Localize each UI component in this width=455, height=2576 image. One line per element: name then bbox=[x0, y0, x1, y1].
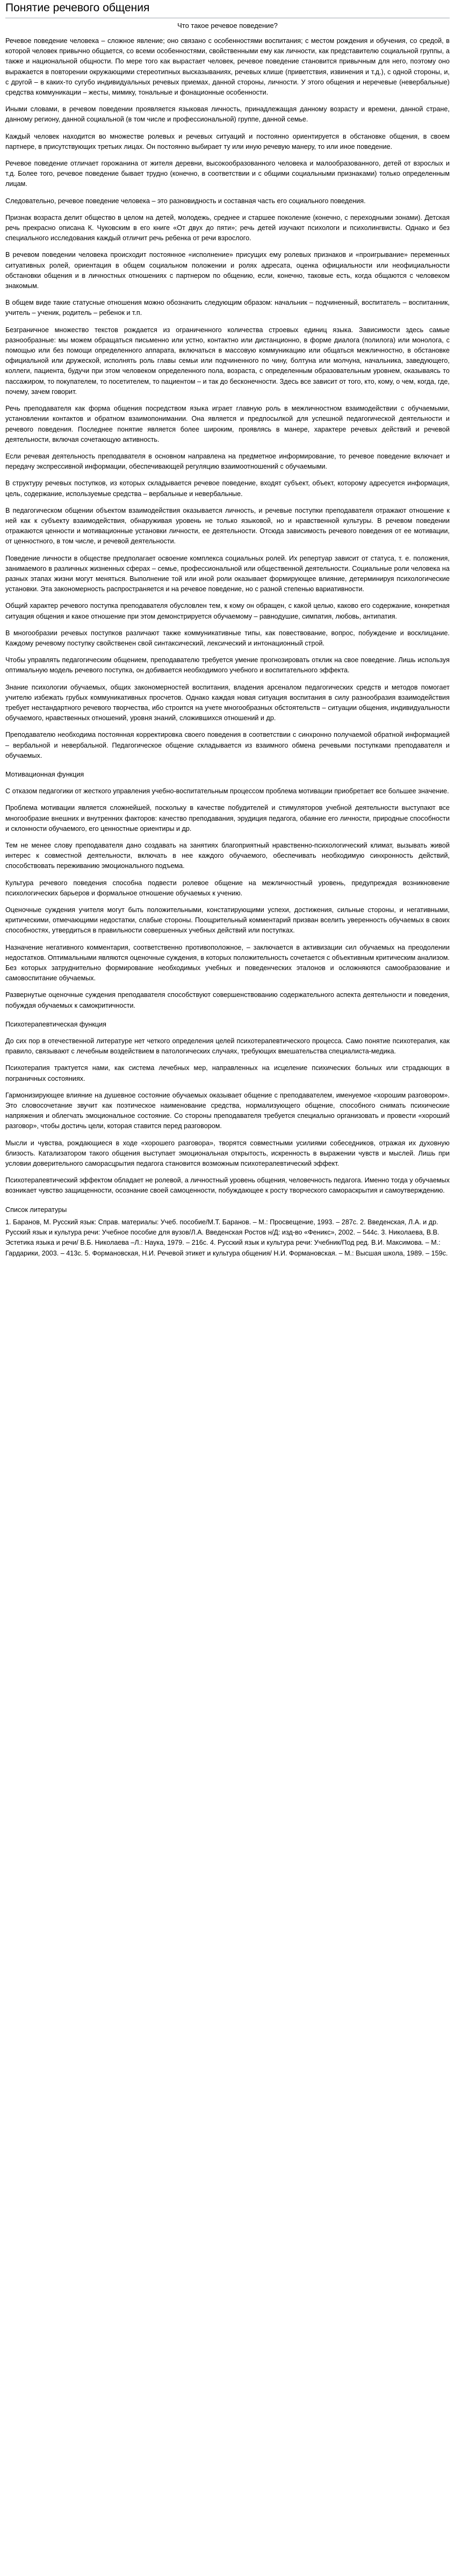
body-paragraph: До сих пор в отечественной литературе нет четкого определения целей психотерапевтического процесса. Само понятие психотерапия, как правило, связывают с лечебным воздействием в патологических случаях, требующих вмешательства специалиста-медика. bbox=[5, 1037, 450, 1056]
body-paragraph: Общий характер речевого поступка преподавателя обусловлен тем, к кому он обращен, с какой целью, каково его содержание, конкретная ситуация общения и какое отношение при этом демонстрируется обучаемому – равнодушие, симпатия, любовь, антипатия. bbox=[5, 602, 450, 620]
body-paragraph: Проблема мотивации является сложнейшей, поскольку в качестве побудителей и стимуляторов учебной деятельности выступают все многообразие внешних и внутренних факторов: качество преподавания, эрудиция педагога, обаяние его личности, природные способности и склонности обучаемого, его ценностные ориентиры и др. bbox=[5, 804, 450, 833]
body-paragraph: С отказом педагогики от жесткого управления учебно-воспитательным процессом проблема мотивации приобретает все большее значение. bbox=[5, 787, 449, 795]
body-paragraph: Знание психологии обучаемых, общих закономерностей воспитания, владения арсеналом педагогических средств и методов помогает учителю избежать грубых коммуникативных просчетов. Однако каждая новая ситуация воспитания в силу разнообразия взаимодействия требует нестандартного речевого творчества, ибо строится на учете многообразных обстоятельств – ситуации общения, индивидуальности обучаемого, нравственных отношений, уровня знаний, сложившихся отношений и др. bbox=[5, 683, 450, 722]
body-paragraph: Речь преподавателя как форма общения посредством языка играет главную роль в межличностном взаимодействии с обучаемыми, установлении контактов и обратном взаимопонимании. Она является и предпосылкой для успешной педагогической деятельности и речевого поведения. Последнее понятие является более широким, проявлясь в манере, характере речевых действий и речевой деятельности, включая сочетающую активность. bbox=[5, 405, 450, 443]
body-paragraph: Каждый человек находится во множестве ролевых и речевых ситуаций и постоянно ориентируется в обстановке общения, в своем партнере, в присутствующих третьих лицах. Он постоянно выбирает ту или иную речевую манеру, то или иное поведение. bbox=[5, 132, 450, 150]
body-paragraph: В структуру речевых поступков, из которых складывается речевое поведение, входят субъект, объект, которому адресуется информация, цель, содержание, используемые средства – вербальные и невербальные. bbox=[5, 479, 450, 498]
body-paragraph: В педагогическом общении объектом взаимодействия оказывается личность, и речевые поступки преподавателя отражают отношение к ней как к субъекту взаимодействия, обнаруживая уровень не только языковой, но и нравственной культуры. В речевом поведении отражаются ценности и мотивационные установки личности, ее деятельности. Отсюда зависимость речевого поведения от ее мотивации, от ценностного, в том числе, и речевой деятельности. bbox=[5, 506, 450, 546]
body-paragraph: Иными словами, в речевом поведении проявляется языковая личность, принадлежащая данному возрасту и времени, данной стране, данному региону, данной социальной (в том числе и профессиональной) группе, данной семье. bbox=[5, 105, 450, 124]
body-paragraph: Оценочные суждения учителя могут быть положительными, констатирующими успехи, достижения, сильные стороны, и негативными, критическими, отмечающими недостатки, слабые стороны. Поощрительный комментарий призван вселить уверенность обучаемых в своих способностях, утвердиться в правильности совершенных учебных действий или поступках. bbox=[5, 906, 450, 935]
body-paragraph: Мысли и чувства, рождающиеся в ходе «хорошего разговора», творятся совместными усилиями собеседников, отражая их духовную близость. Катализатором такого общения выступает эмоциональная открытость, искренность в выражении чувств и мыслей. Лишь при условии доверительного саморасцрытия педагога становится возможным психотерапевтический эффект. bbox=[5, 1139, 450, 1168]
body-paragraph: Если речевая деятельность преподавателя в основном направлена на предметное информирование, то речевое поведение включает и передачу экспрессивной информации, обеспечивающей регуляцию взаимоотношений с обучаемыми. bbox=[5, 452, 450, 471]
document-page bbox=[0, 0, 455, 1272]
body-paragraph: Культура речевого поведения способна подвести ролевое общение на межличностный уровень, предупреждая возникновение психологических барьеров и формальное отношение обучаемых к учению. bbox=[5, 879, 450, 897]
body-paragraph: Следовательно, речевое поведение человека – это разновидность и составная часть его социального поведения. bbox=[5, 197, 366, 205]
section-heading-motivation: Мотивационная функция bbox=[5, 770, 84, 778]
body-paragraph: Развернутые оценочные суждения преподавателя способствуют совершенствованию содержательного аспекта деятельности и поведения, побуждая обучаемых к самокритичности. bbox=[5, 991, 450, 1009]
body-paragraph: В общем виде такие статусные отношения можно обозначить следующим образом: начальник – подчиненный, воспитатель – воспитанник, учитель – ученик, родитель – ребенок и т.п. bbox=[5, 299, 450, 317]
body-paragraph: Назначение негативного комментария, соответственно противоположное, – заключается в активизации сил обучаемых на преодолении недостатков. Оптимальными являются оценочные суждения, в которых положительность сочетается с объективным критическим анализом. Без которых затруднительно формирование необходимых учебных и поведенческих эталонов и осложняются самообразование и самовоспитание обучаемых. bbox=[5, 943, 450, 982]
body-paragraph: Признак возраста делит общество в целом на детей, молодежь, среднее и старшее поколение (конечно, с переходными зонами). Детская речь прекрасно описана К. Чуковским в его книге «От двух до пяти»; речь детей изучают психологи и психолингвисты. Однако и без специального исследования каждый отличит речь ребенка от речи взрослого. bbox=[5, 213, 450, 242]
body-paragraph: Психотерапия трактуется нами, как система лечебных мер, направленных на исцеление психических больных или страдающих в пограничных состояниях. bbox=[5, 1064, 450, 1082]
page-subtitle: Что такое речевое поведение? bbox=[177, 21, 278, 30]
body-paragraph: Поведение личности в обществе предполагает освоение комплекса социальных ролей. Их репертуар зависит от статуса, т. е. положения, занимаемого в различных жизненных сферах – семье, профессиональной или общественной деятельности. Социальные роли человека на разных этапах жизни могут меняться. Выполнение той или иной роли оказывает формирующее влияние, детерминируя психологические установки. Эта закономерность распространяется и на речевое поведение, но с разной степенью вариативности. bbox=[5, 554, 450, 593]
body-paragraph: Речевое поведение отличает горожанина от жителя деревни, высокообразованного человека и малообразованного, детей от взрослых и т.д. Более того, речевое поведение бывает трудно (конечно, в соответствии и с общими социальными признаками) только определенным лицам. bbox=[5, 160, 450, 188]
body-paragraph: Речевое поведение человека – сложное явление; оно связано с особенностями воспитания; с местом рождения и обучения, со средой, в которой человек привычно общается, со всеми особенностями, свойственными ему как личности, как представителю социальной группы, а также и национальной общности. По мере того как вырастает человек, речевое поведение становится привычным для него, поэтому оно выражается в повторении окружающими стереотипных высказываниях, речевых клише (приветствия, извинения и т.д.), с одной стороны, и, с другой – в каких-то сугубо индивидуальных речевых приемах, данной стороны, личности. У этого общения и неречевые (невербальные) средства коммуникации – жесты, мимику, тональные и фонационные особенности. bbox=[5, 37, 450, 97]
body-paragraph: Безграничное множество текстов рождается из ограниченного количества строевых единиц языка. Зависимости здесь самые разнообразные: мы можем обращаться письменно или устно, контактно или дистанционно, в форме диалога (полилога) или монолога, с помощью или без помощи определенного аппарата, включаться в массовую коммуникацию или общаться межличностно, в обстановке официальной или дружеской, исполнять роль главы семьи или подчиненного по чину, болтуна или молчуна, начальника, заведующего, коллеги, пациента, будучи при этом человеком определенного пола, возраста, с определенным образовательным уровнем, оказываясь то пассажиром, то покупателем, то посетителем, то пациентом – и так до бесконечности. Здесь все зависит от того, кто, кому, о чем, когда, где, почему, зачем говорит. bbox=[5, 326, 450, 396]
body-paragraph: Тем не менее слову преподавателя дано создавать на занятиях благоприятный нравственно-психологический климат, вызывать живой интерес к совместной деятельности, включать в нее каждого обучаемого, обеспечивать необходимую синхронность действий, способствовать переживанию эмоционального подъема. bbox=[5, 842, 450, 870]
body-paragraph: Гармонизирующее влияние на душевное состояние обучаемых оказывает общение с преподавателем, именуемое «хорошим разговором». Это словосочетание звучит как поэтическое наименование средства, нормализующего общение, способного снимать психические напряжения и облегчать эмоциональное состояние. Со стороны преподавателя требуется специально организовать и провести «хороший разговор», чтобы достичь цели, которая ставится перед разговором. bbox=[5, 1091, 450, 1130]
section-heading-psychotherapy: Психотерапевтическая функция bbox=[5, 1020, 106, 1028]
body-paragraph: Чтобы управлять педагогическим общением, преподавателю требуется умение прогнозировать отклик на свое поведение. Лишь используя оптимальную модель речевого поступка, он добивается необходимого учебного и воспитательного эффекта. bbox=[5, 656, 450, 675]
references-list: 1. Баранов, М. Русский язык: Справ. материалы: Учеб. пособие/М.Т. Баранов. – М.: Просвещение, 1993. – 287с. 2. Введенская, Л.А. и др. Русский язык и культура речи: Учебное пособие для вузов/Л.А. Введенская Ростов н/Д: изд-во «Феникс», 2002. – 544с. 3. Николаева, В.В. Эстетика языка и речи/ В.Б. Николаева –Л.: Наука, 1979. – 216с. 4. Русский язык и культура речи: Учебник/Под ред. В.И. Максимова. – М.: Гардарики, 2003. – 413с. 5. Формановская, Н.И. Речевой этикет и культура общения/ Н.И. Формановская. – М.: Высшая школа, 1989. – 159с. bbox=[5, 1218, 448, 1257]
page-title: Понятие речевого общения bbox=[5, 0, 450, 18]
references-heading: Список литературы bbox=[5, 1206, 67, 1214]
body-paragraph: Преподавателю необходима постоянная корректировка своего поведения в соответствии с синхронно получаемой обратной информацией – вербальной и невербальной. Педагогическое общение складывается из взаимного обмена речевыми поступками преподавателя и обучаемых. bbox=[5, 731, 450, 759]
body-paragraph: В многообразии речевых поступков различают также коммуникативные типы, как повествование, вопрос, побуждение и восклицание. Каждому речевому поступку свойственен свой синтаксический, лексический и интонационный строй. bbox=[5, 629, 450, 647]
body-paragraph: В речевом поведении человека происходит постоянное «исполнение» присущих ему ролевых признаков и «проигрывание» переменных ситуативных ролей, ориентация в общем социальном положении и ролях адресата, оценка официальности или неофициальности обстановки общения и в личностных отношениях с партнером по общению, если, конечно, таковые есть, когда общаются с человеком знакомым. bbox=[5, 251, 450, 290]
body-paragraph: Психотерапевтический эффектом обладает не ролевой, а личностный уровень общения, человечность педагога. Именно тогда у обучаемых возникает чувство защищенности, осознание своей самоценности, побуждающее к росту творческого самораскрытия и самоутверждению. bbox=[5, 1176, 450, 1195]
